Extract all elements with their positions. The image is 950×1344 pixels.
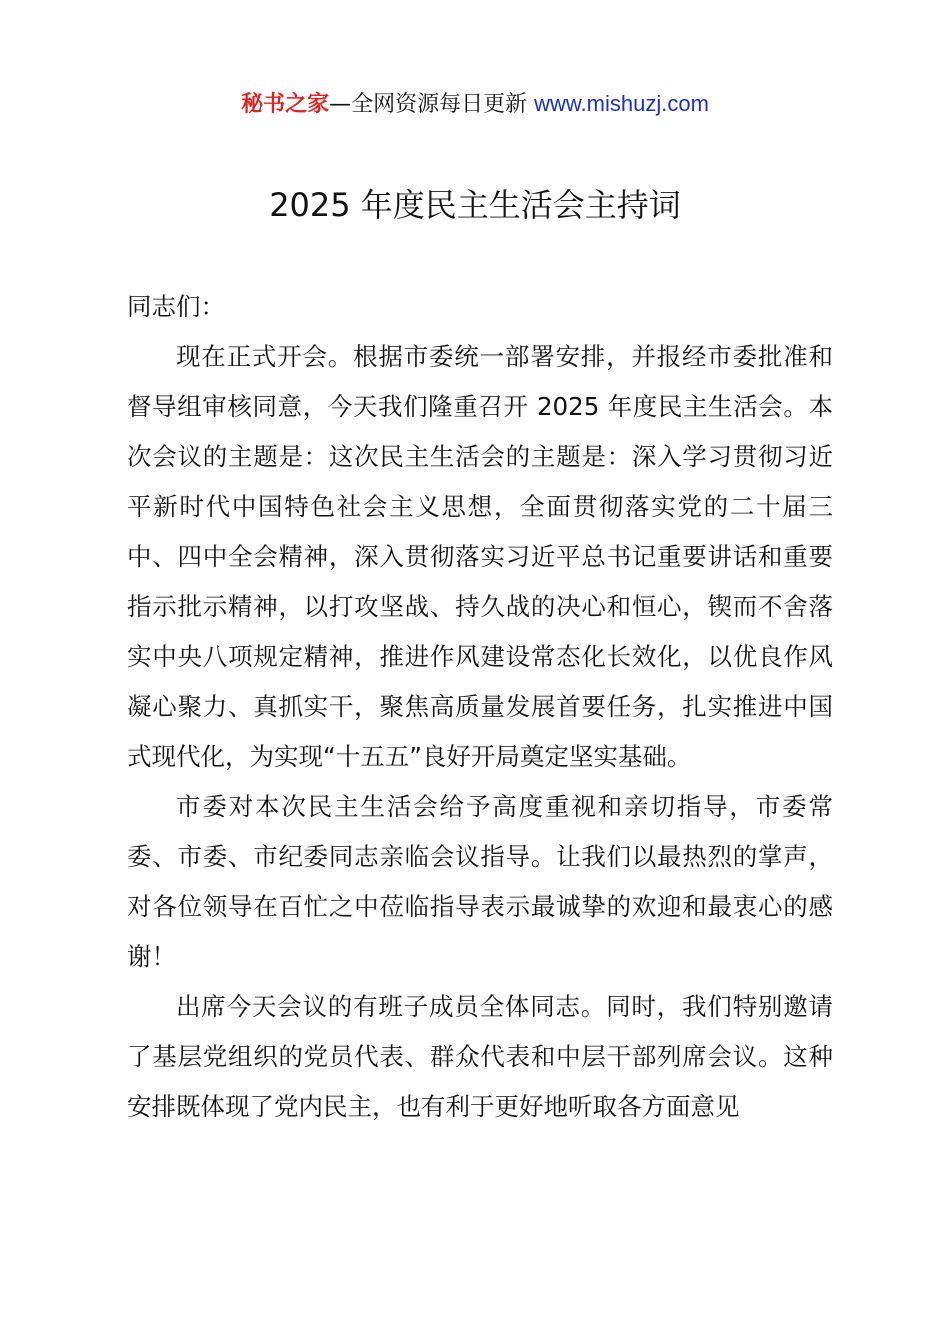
paragraph-opening: 现在正式开会。根据市委统一部署安排，并报经市委批准和督导组审核同意，今天我们隆重召开 2025 年度民主生活会。本次会议的主题是：这次民主生活会的主题是：深入学习贯彻习近平新时代中国特色社会主义思想，全面贯彻落实党的二十届三中、四中全会精神，深入贯彻落实习近平总书记重要讲话和重要指示批示精神，以打攻坚战、持久战的决心和恒心，锲而不舍落实中央八项规定精神，推进作风建设常态化长效化，以优良作风凝心聚力、真抓实干，聚焦高质量发展首要任务，扎实推进中国式现代化，为实现“十五五”良好开局奠定坚实基础。 [127, 342, 833, 771]
document-body [127, 282, 833, 1132]
paragraph-attendees: 出席今天会议的有班子成员全体同志。同时，我们特别邀请了基层党组织的党员代表、群众代表和中层干部列席会议。这种安排既体现了党内民主，也有利于更好地听取各方面意见 [127, 992, 833, 1121]
document-title: 2025 年度民主生活会主持词 [269, 186, 681, 224]
brand-name: 秘书之家 [241, 92, 330, 117]
site-header [0, 88, 950, 121]
salutation: 同志们： [127, 292, 225, 321]
paragraph-welcome: 市委对本次民主生活会给予高度重视和亲切指导，市委常委、市委、市纪委同志亲临会议指导。让我们以最热烈的掌声，对各位领导在百忙之中莅临指导表示最诚挚的欢迎和最衷心的感谢！ [127, 792, 833, 971]
site-url-link[interactable]: www.mishuzj.com [534, 91, 709, 116]
header-tagline: —全网资源每日更新 [329, 92, 535, 117]
